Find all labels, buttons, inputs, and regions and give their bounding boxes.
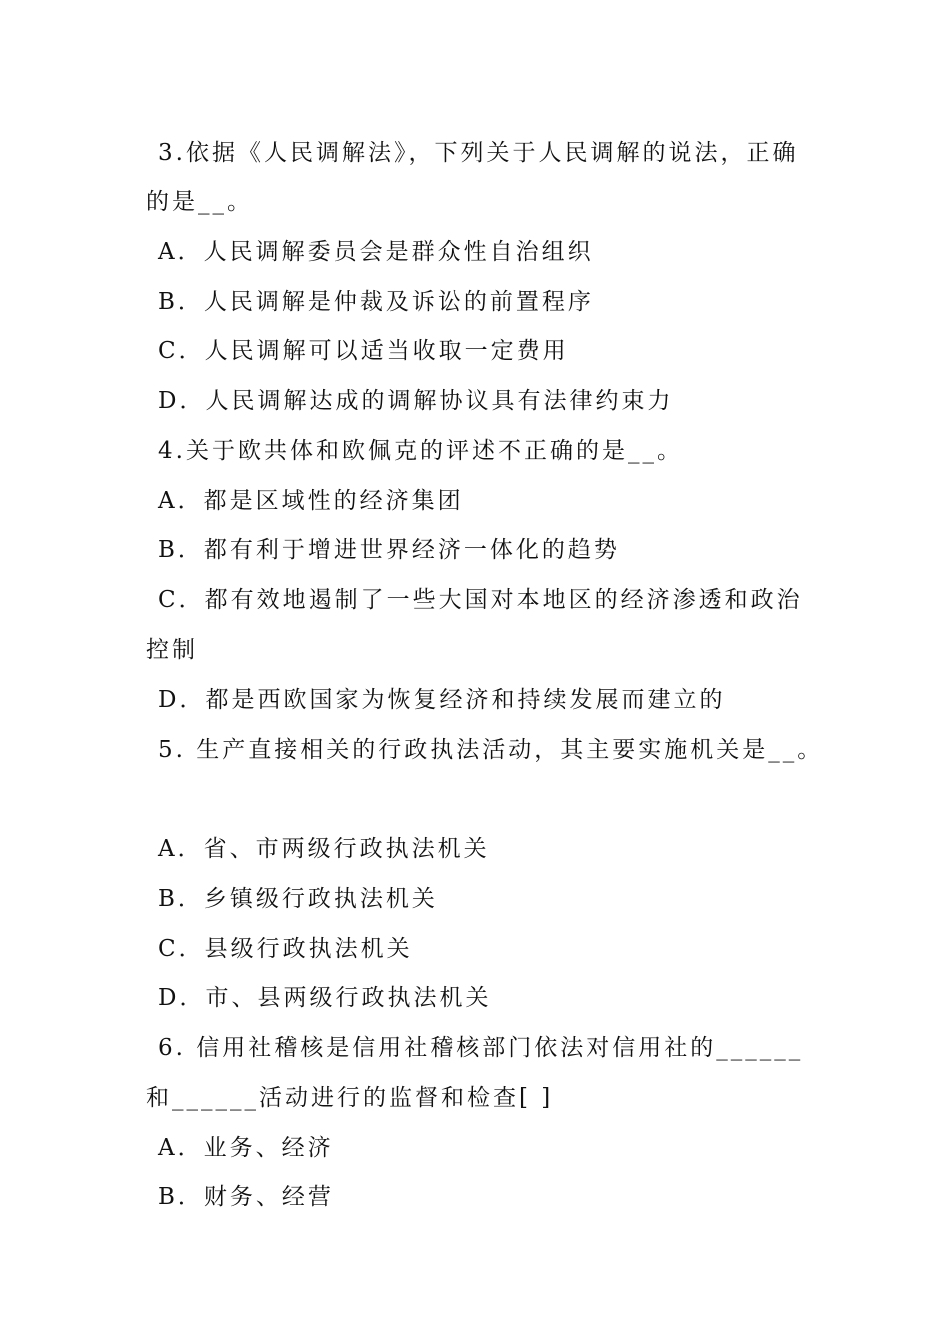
question-4-option-d: D．都是西欧国家为恢复经济和持续发展而建立的 xyxy=(158,687,726,713)
question-3-option-c: C．人民调解可以适当收取一定费用 xyxy=(158,338,569,364)
question-5-option-b: B．乡镇级行政执法机关 xyxy=(158,886,438,912)
question-5-option-a: A．省、市两级行政执法机关 xyxy=(158,836,490,862)
question-6-stem-continued: 和______活动进行的监督和检查[ ] xyxy=(146,1085,554,1111)
question-4-option-b: B．都有利于增进世界经济一体化的趋势 xyxy=(158,537,620,563)
question-6-option-a: A．业务、经济 xyxy=(158,1135,334,1161)
question-6-option-b: B．财务、经营 xyxy=(158,1184,334,1210)
question-5-stem: 5. 生产直接相关的行政执法活动，其主要实施机关是__。 xyxy=(158,737,824,763)
question-3-option-d: D．人民调解达成的调解协议具有法律约束力 xyxy=(158,388,674,414)
question-6-stem: 6. 信用社稽核是信用社稽核部门依法对信用社的______ xyxy=(158,1035,804,1061)
question-4-option-c: C．都有效地遏制了一些大国对本地区的经济渗透和政治 xyxy=(158,587,803,613)
question-3-stem-continued: 的是__。 xyxy=(146,189,253,215)
question-3-option-a: A．人民调解委员会是群众性自治组织 xyxy=(158,239,594,265)
question-4-option-a: A．都是区域性的经济集团 xyxy=(158,488,464,514)
question-4-option-c-continued: 控制 xyxy=(146,637,198,663)
question-3-stem: 3.依据《人民调解法》，下列关于人民调解的说法，正确 xyxy=(158,140,799,166)
question-3-option-b: B．人民调解是仲裁及诉讼的前置程序 xyxy=(158,289,594,315)
question-5-option-d: D．市、县两级行政执法机关 xyxy=(158,985,492,1011)
question-4-stem: 4.关于欧共体和欧佩克的评述不正确的是__。 xyxy=(158,438,683,464)
question-5-option-c: C．县级行政执法机关 xyxy=(158,936,413,962)
